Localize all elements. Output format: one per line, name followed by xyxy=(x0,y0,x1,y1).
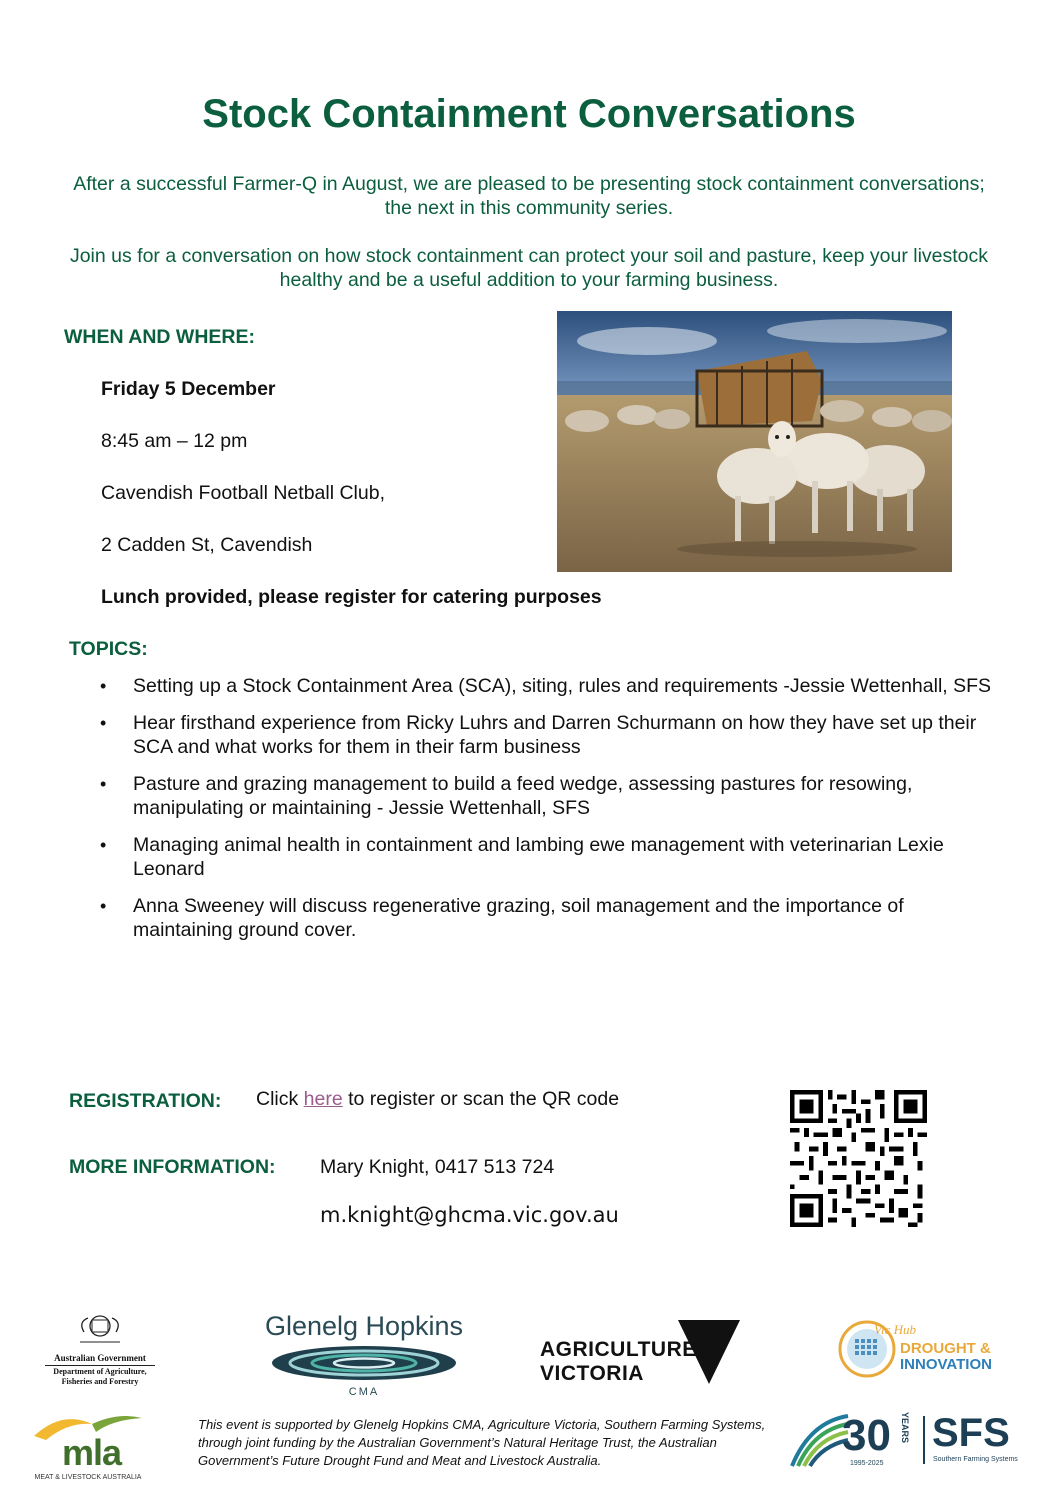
contact-name-phone: Mary Knight, 0417 513 724 xyxy=(320,1156,555,1178)
list-item: • Hear firsthand experience from Ricky Luhrs and Darren Schurmann on how they have set up their SCA and what works for them in their farm business xyxy=(100,711,1000,759)
registration-text xyxy=(256,1088,619,1111)
mla-wordmark: mla xyxy=(62,1432,122,1473)
when-where-heading: WHEN AND WHERE: xyxy=(64,326,256,348)
topics-list xyxy=(100,674,1000,955)
event-address: 2 Cadden St, Cavendish xyxy=(101,534,313,556)
sfs-divider xyxy=(923,1416,925,1464)
registration-heading: REGISTRATION: xyxy=(69,1090,222,1112)
agriculture-victoria-logo xyxy=(540,1320,795,1384)
australian-government-logo xyxy=(40,1312,160,1392)
sheep-photo xyxy=(557,311,952,572)
event-time: 8:45 am – 12 pm xyxy=(101,430,248,452)
mla-sub: MEAT & LIVESTOCK AUSTRALIA xyxy=(34,1474,142,1481)
sfs-30: 30 xyxy=(842,1411,891,1460)
contact-email[interactable]: m.knight@ghcma.vic.gov.au xyxy=(320,1203,619,1227)
list-item: • Managing animal health in containment and lambing ewe management with veterinarian Lexie Leonard xyxy=(100,833,1000,881)
supporters-note: This event is supported by Glenelg Hopkins CMA, Agriculture Victoria, Southern Farming Systems, through joint funding by the Australian Government’s Natural Heritage Trust, the Australian Government’s Future Drought Fund and Meat and Livestock Australia. xyxy=(198,1417,766,1468)
glenelg-name: Glenelg Hopkins xyxy=(264,1311,464,1341)
registration-prefix: Click xyxy=(256,1088,304,1110)
lunch-note: Lunch provided, please register for catering purposes xyxy=(101,586,602,608)
mla-logo xyxy=(32,1414,144,1484)
register-link[interactable]: here xyxy=(303,1088,343,1110)
agvic-wordmark: AGRICULTURE VICTORIA xyxy=(540,1338,697,1385)
intro-paragraph: After a successful Farmer-Q in August, we are pleased to be presenting stock containment conversations; the next in this community series. xyxy=(73,173,985,219)
topics-heading: TOPICS: xyxy=(69,638,148,660)
more-information-heading: MORE INFORMATION: xyxy=(69,1156,276,1178)
sfs-sub: Southern Farming Systems xyxy=(933,1456,1018,1463)
registration-suffix: to register or scan the QR code xyxy=(342,1088,620,1110)
sfs-wordmark: SFS xyxy=(932,1411,1010,1455)
list-item: • Anna Sweeney will discuss regenerative grazing, soil management and the importance of maintaining ground cover. xyxy=(100,894,1000,942)
vic-hub-label: Vic Hub xyxy=(874,1322,916,1337)
registration-qr-code[interactable] xyxy=(790,1090,927,1227)
page-title: Stock Containment Conversations xyxy=(202,92,856,136)
aus-gov-dept: Department of Agriculture, xyxy=(53,1367,147,1376)
aus-gov-name: Australian Government xyxy=(54,1353,146,1363)
aus-gov-dept2: Fisheries and Forestry xyxy=(61,1377,139,1386)
sfs-30-years-logo xyxy=(790,1410,1030,1472)
sfs-years: YEARS xyxy=(900,1412,910,1444)
list-item: • Pasture and grazing management to build a feed wedge, assessing pastures for resowing, manipulating or maintaining - Jessie Wettenhall, SFS xyxy=(100,772,1000,820)
intro-paragraph: Join us for a conversation on how stock containment can protect your soil and pasture, keep your livestock healthy and be a useful addition to your farming business. xyxy=(69,245,989,291)
event-date: Friday 5 December xyxy=(101,378,276,400)
vic-hub-innovation: INNOVATION xyxy=(900,1356,992,1373)
sfs-range: 1995-2025 xyxy=(850,1460,884,1467)
event-venue: Cavendish Football Netball Club, xyxy=(101,482,385,504)
vic-hub-drought-innovation-logo xyxy=(838,1320,1008,1380)
list-item: • Setting up a Stock Containment Area (SCA), siting, rules and requirements -Jessie Wettenhall, SFS xyxy=(100,674,1000,698)
vic-hub-drought: DROUGHT & xyxy=(900,1340,991,1357)
glenelg-hopkins-cma-logo xyxy=(258,1310,470,1405)
glenelg-sub: CMA xyxy=(348,1386,380,1398)
